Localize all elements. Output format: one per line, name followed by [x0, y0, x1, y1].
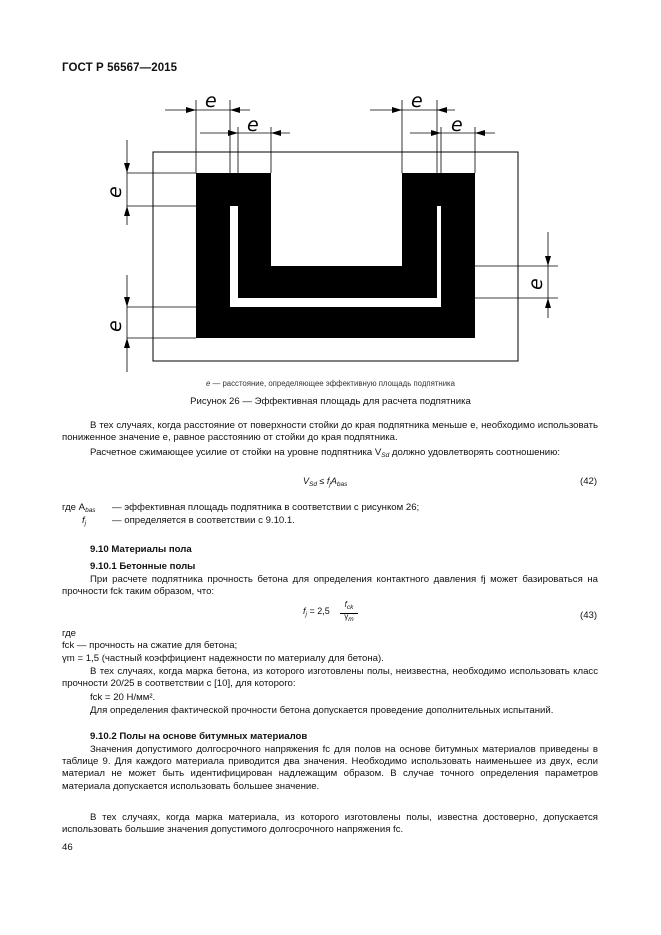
paragraph-7: В тех случаях, когда марка материала, из которого изготовлены полы, известна достоверно, допускается использовать большие значения допустимого долгосрочного напряжения fc.: [62, 812, 598, 836]
paragraph-1: В тех случаях, когда расстояние от поверхности стойки до края подпятника меньше e, необходимо использовать пониженное значение e, равное расстоянию от стойки до края подпятника.: [62, 420, 598, 444]
definition-fck: fck — прочность на сжатие для бетона;: [62, 640, 238, 651]
figure-26-drawing: [0, 0, 661, 380]
heading-9-10-2: 9.10.2 Полы на основе битумных материалов: [90, 731, 308, 742]
heading-9-10-1: 9.10.1 Бетонные полы: [90, 561, 196, 572]
document-header: ГОСТ Р 56567—2015: [62, 62, 178, 74]
label-e-left-upper: e: [104, 186, 126, 198]
label-e-top-left-outer: e: [205, 90, 217, 112]
equation-43-denominator: $\gamma_m$: [344, 612, 354, 623]
label-e-right: e: [525, 278, 547, 290]
label-e-top-left-inner: e: [247, 114, 259, 136]
paragraph-4: В тех случаях, когда марка бетона, из которого изготовлены полы, неизвестна, необходимо использовать класс прочности 20/25 в соответствии с [10], для которого:: [62, 666, 598, 690]
paragraph-5: Для определения фактической прочности бетона допускается проведение дополнительных испытаний.: [90, 705, 554, 716]
paragraph-3: При расчете подпятника прочность бетона для определения контактного давления fj может базироваться на прочности fck таким образом, что:: [62, 574, 598, 598]
equation-43: $f_j = 2,5$: [303, 606, 330, 618]
definition-gamma-m: γm = 1,5 (частный коэффициент надежности по материалу для бетона).: [62, 653, 384, 664]
where-label: где: [62, 628, 77, 639]
figure-legend: e — расстояние, определяющее эффективную площадь подпятника: [206, 379, 455, 388]
label-e-top-right-outer: e: [411, 90, 423, 112]
label-e-top-right-inner: e: [451, 114, 463, 136]
where-2: $f_j$ — определяется в соответствии с 9.10.1.: [82, 515, 295, 527]
equation-43-numerator: $f_{ck}$: [340, 600, 358, 614]
equation-42: $V_{Sd} \le f_jA_{bas}$: [303, 476, 348, 488]
page-number: 46: [62, 842, 73, 853]
equation-43-number: (43): [580, 610, 598, 621]
fck-value: fck = 20 Н/мм².: [90, 692, 156, 703]
where-1: где $A_{bas}$ — эффективная площадь подпятника в соответствии с рисунком 26;: [62, 502, 420, 514]
heading-9-10: 9.10 Материалы пола: [90, 544, 192, 555]
paragraph-6: Значения допустимого долгосрочного напряжения fc для полов на основе битумных материалов приведены в таблице 9. Для каждого материала приводится два значения. Необходимо использовать наименьшее из двух, если материал не может быть идентифицирован надлежащим образом. В случае точного определения параметров материала допускается использовать большее значение.: [62, 744, 598, 792]
equation-42-number: (42): [580, 476, 598, 487]
label-e-left-lower: e: [104, 320, 126, 332]
figure-caption: Рисунок 26 — Эффективная площадь для расчета подпятника: [190, 396, 471, 407]
paragraph-2: Расчетное сжимающее усилие от стойки на уровне подпятника $V_{Sd}$ должно удовлетворять соотношению:: [90, 447, 560, 459]
